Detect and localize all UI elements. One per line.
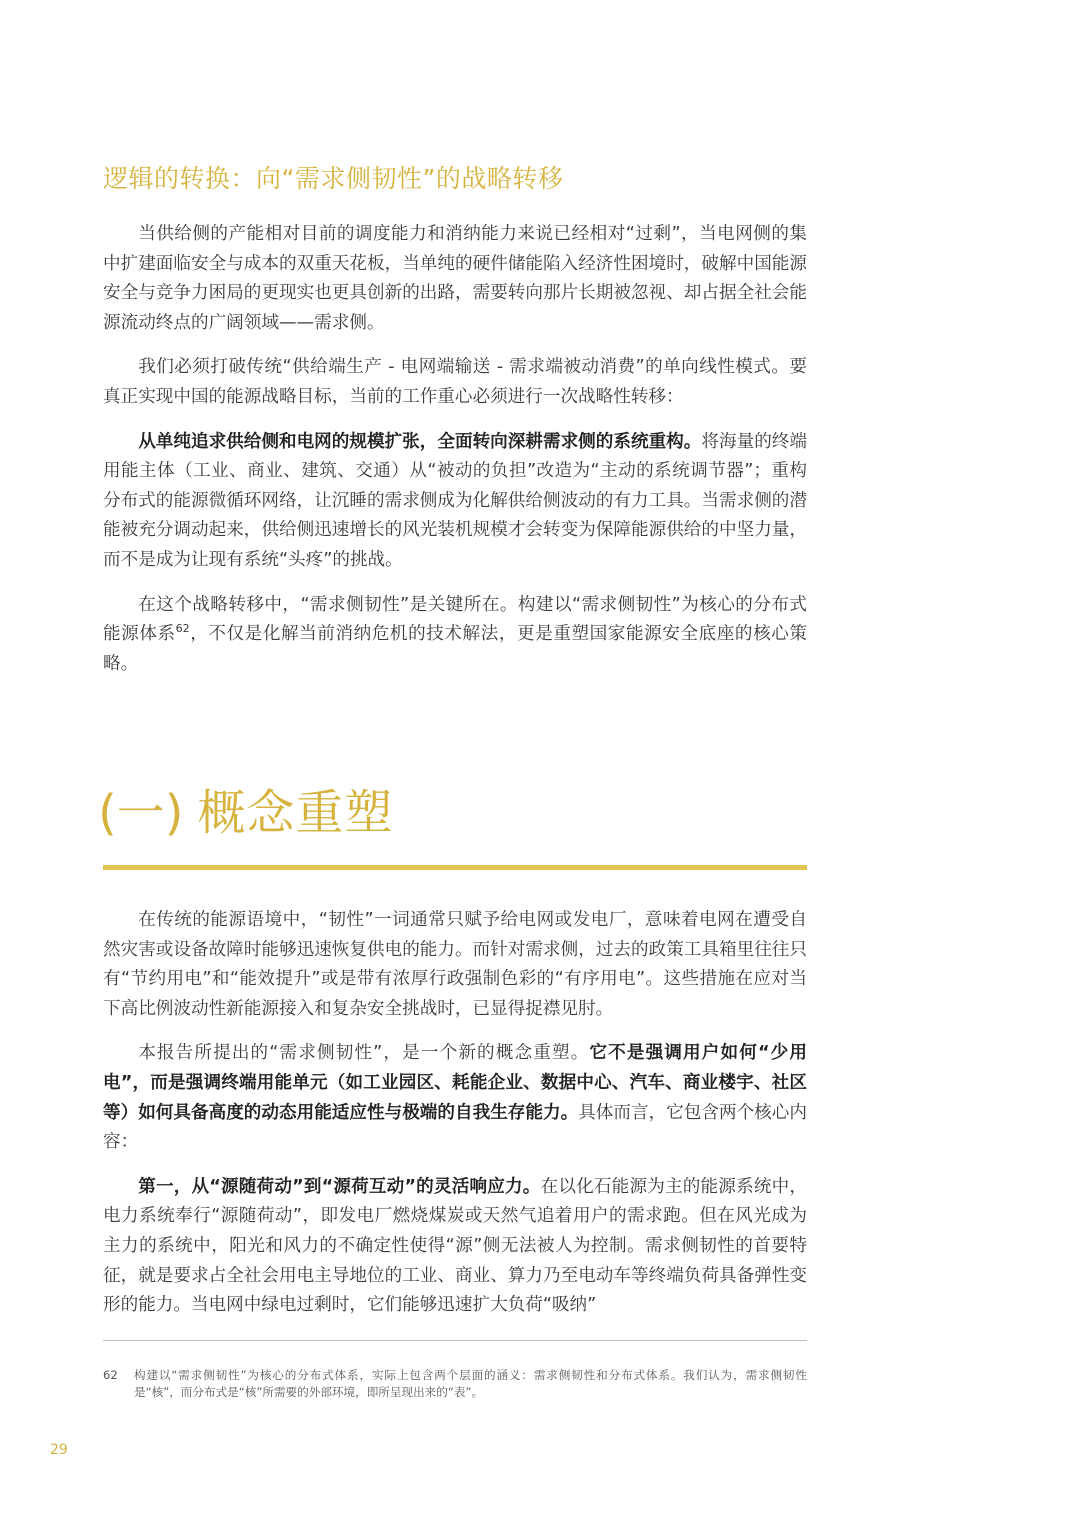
bold-emphasis: 从单纯追求供给侧和电网的规模扩张，全面转向深耕需求侧的系统重构。 [138, 431, 702, 452]
paragraph-text: 在以化石能源为主的能源系统中，电力系统奉行“源随荷动”，即发电厂燃烧煤炭或天然气追着用户的需求跑。但在风光成为主力的系统中，阳光和风力的不确定性使得“源”侧无法被人为控制。需求侧韧性的首要特征，就是要求占全社会用电主导地位的工业、商业、算力乃至电动车等终端负荷具备弹性变形的能力。当电网中绿电过剩时，它们能够迅速扩大负荷“吸纳” [103, 1176, 807, 1316]
bold-emphasis: 它不是强调用户如何“少用电”，而是强调终端用能单元（如工业园区、耗能企业、数据中心、汽车、商业楼宇、社区等）如何具备高度的动态用能适应性与极端的自我生存能力。 [103, 1043, 807, 1123]
footnote-number: 62 [103, 1368, 118, 1382]
paragraph [103, 353, 807, 412]
section-title: 概念重塑 [197, 785, 394, 841]
paragraph-text: 在这个战略转移中，“需求侧韧性”是关键所在。构建以“需求侧韧性”为核心的分布式能源体系 [103, 594, 807, 645]
section-number: (一) [98, 785, 184, 841]
footnote-reference[interactable]: 62 [175, 622, 190, 636]
section-heading [98, 778, 393, 848]
paragraph [103, 428, 807, 576]
page-number: 29 [50, 1442, 68, 1458]
paragraph [103, 1173, 807, 1321]
paragraph-text: 我们必须打破传统“供给端生产 - 电网端输送 - 需求端被动消费”的单向线性模式。要真正实现中国的能源战略目标，当前的工作重心必须进行一次战略性转移： [103, 357, 807, 407]
subsection-heading: 逻辑的转换：向“需求侧韧性”的战略转移 [103, 164, 564, 193]
paragraph-text: 当供给侧的产能相对目前的调度能力和消纳能力来说已经相对“过剩”，当电网侧的集中扩建面临安全与成本的双重天花板，当单纯的硬件储能陷入经济性困境时，破解中国能源安全与竞争力困局的更现实也更具创新的出路，需要转向那片长期被忽视、却占据全社会能源流动终点的广阔领域——需求侧。 [103, 224, 807, 333]
paragraph-text: 具体而言，它包含两个核心内容： [103, 1102, 807, 1153]
bold-emphasis: 第一，从“源随荷动”到“源荷互动”的灵活响应力。 [138, 1176, 541, 1197]
paragraph-text: 在传统的能源语境中，“韧性”一词通常只赋予给电网或发电厂，意味着电网在遭受自然灾害或设备故障时能够迅速恢复供电的能力。而针对需求侧，过去的政策工具箱里往往只有“节约用电”和“能效提升”或是带有浓厚行政强制色彩的“有序用电”。这些措施在应对当下高比例波动性新能源接入和复杂安全挑战时，已显得捉襟见肘。 [103, 910, 807, 1019]
footnote-divider [103, 1340, 807, 1341]
paragraph-text: ，不仅是化解当前消纳危机的技术解法，更是重塑国家能源安全底座的核心策略。 [103, 624, 807, 674]
paragraph [103, 1039, 807, 1157]
footnote [103, 1367, 807, 1401]
concept-body [103, 906, 807, 1336]
paragraph [103, 906, 807, 1024]
section-divider [103, 865, 807, 870]
paragraph-text: 将海量的终端用能主体（工业、商业、建筑、交通）从“被动的负担”改造为“主动的系统调节器”；重构分布式的能源微循环网络，让沉睡的需求侧成为化解供给侧波动的有力工具。当需求侧的潜能被充分调动起来，供给侧迅速增长的风光装机规模才会转变为保障能源供给的中坚力量，而不是成为让现有系统“头疼”的挑战。 [103, 431, 807, 570]
paragraph [103, 220, 807, 338]
intro-body [103, 220, 807, 694]
paragraph-text: 本报告所提出的“需求侧韧性”，是一个新的概念重塑。 [138, 1043, 590, 1064]
paragraph [103, 591, 807, 680]
footnote-text: 构建以“需求侧韧性”为核心的分布式体系，实际上包含两个层面的涵义：需求侧韧性和分布式体系。我们认为，需求侧韧性是“核”，而分布式是“核”所需要的外部环境，即所呈现出来的“表”。 [134, 1368, 807, 1399]
